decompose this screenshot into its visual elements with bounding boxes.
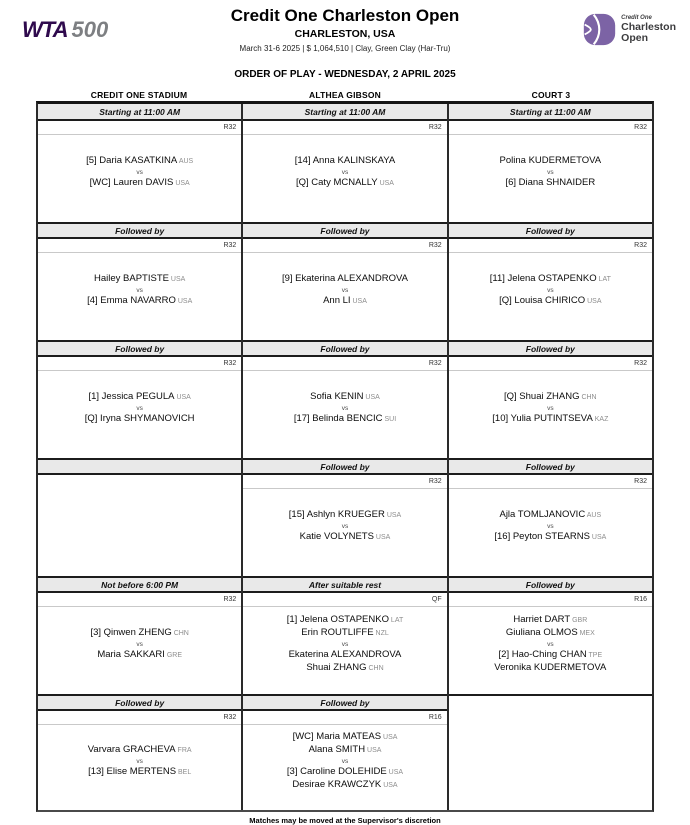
match-box <box>38 475 241 576</box>
player-name <box>243 614 446 627</box>
match-box <box>38 711 241 810</box>
players-block <box>38 371 241 458</box>
player-name <box>243 531 446 544</box>
match-cell <box>449 576 652 694</box>
match-cell <box>243 222 448 340</box>
player-name-text: Desirae KRAWCZYK <box>292 779 382 791</box>
vs-label: vs <box>341 286 349 294</box>
vs-label: vs <box>341 757 349 765</box>
player-name-text: [1] Jelena OSTAPENKO <box>286 614 389 625</box>
players-block <box>243 135 446 222</box>
country-code: CHN <box>366 665 384 673</box>
players-block <box>449 253 652 340</box>
schedule-row-3 <box>38 340 652 458</box>
footer-note: Matches may be moved at the Supervisor's discretion <box>249 816 441 825</box>
match-cell <box>243 576 448 694</box>
player-name <box>243 509 446 522</box>
match-box <box>449 357 652 458</box>
round-label: R32 <box>449 239 652 253</box>
round-label: R32 <box>38 711 241 725</box>
country-code: USA <box>363 393 380 401</box>
session-band: Starting at 11:00 AM <box>449 104 652 121</box>
player-name <box>38 649 241 662</box>
players-block <box>38 253 241 340</box>
players-block <box>449 489 652 576</box>
player-name-text: Giuliana OLMOS <box>505 626 578 638</box>
player-name-text: [WC] Maria MATEAS <box>292 731 382 742</box>
player-name-text: [3] Caroline DOLEHIDE <box>286 766 387 778</box>
match-cell <box>38 222 243 340</box>
title-block <box>135 6 555 53</box>
player-name <box>449 155 652 168</box>
tournament-title: Credit One Charleston Open <box>230 6 460 25</box>
player-name-text: Ekaterina ALEXANDROVA <box>288 649 402 661</box>
country-code: USA <box>373 534 391 542</box>
country-code: SUI <box>382 416 397 424</box>
match-box <box>38 593 241 694</box>
empty-cell <box>449 694 652 810</box>
player-name <box>449 627 652 640</box>
player-name-text: Varvara GRACHEVA <box>87 743 176 755</box>
match-cell <box>38 694 243 810</box>
players-block <box>243 607 446 694</box>
session-band: Followed by <box>449 458 652 475</box>
player-name-text: [WC] Lauren DAVIS <box>89 177 174 189</box>
player-name <box>243 766 446 779</box>
round-label: R32 <box>243 357 446 371</box>
player-name-text: [Q] Louisa CHIRICO <box>499 295 586 307</box>
player-name-text: Harriet DART <box>513 614 571 625</box>
vs-label: vs <box>547 404 554 412</box>
match-box <box>243 593 446 694</box>
session-band: Starting at 11:00 AM <box>38 104 241 121</box>
player-name-text: [16] Peyton STEARNS <box>494 531 590 543</box>
match-box <box>243 121 446 222</box>
players-block <box>38 725 241 810</box>
round-label: R32 <box>449 121 652 135</box>
match-box <box>38 357 241 458</box>
vs-label: vs <box>136 286 143 294</box>
match-box <box>449 593 652 694</box>
player-name-text: Ajla TOMLJANOVIC <box>499 508 586 520</box>
players-block <box>38 135 241 222</box>
country-code: USA <box>384 511 402 519</box>
players-block <box>38 607 241 694</box>
schedule-row-4 <box>38 458 652 576</box>
player-name <box>243 744 446 757</box>
session-band: Starting at 11:00 AM <box>243 104 446 121</box>
player-name <box>38 766 241 779</box>
country-code: USA <box>585 298 602 306</box>
round-label: R32 <box>449 357 652 371</box>
round-label: QF <box>243 593 446 607</box>
player-name-text: Polina KUDERMETOVA <box>499 154 602 166</box>
match-box <box>38 121 241 222</box>
player-name <box>38 155 241 168</box>
charleston-open-logo <box>583 13 676 46</box>
court-headers <box>36 90 654 100</box>
player-name <box>243 662 446 675</box>
player-name-text: [9] Ekaterina ALEXANDROVA <box>281 272 408 284</box>
session-band: Followed by <box>38 694 241 711</box>
court-header-1: CREDIT ONE STADIUM <box>90 90 188 100</box>
player-name-text: [14] Anna KALINSKAYA <box>294 154 396 166</box>
player-name-text: [1] Jessica PEGULA <box>88 390 175 402</box>
wta-500-logo <box>22 17 108 43</box>
player-name <box>449 273 652 286</box>
country-code: CHN <box>579 393 597 401</box>
players-block <box>449 607 652 694</box>
court-header-2: ALTHEA GIBSON <box>308 90 381 100</box>
country-code: USA <box>350 298 367 306</box>
session-band: Followed by <box>449 222 652 239</box>
tournament-meta: March 31-6 2025 | $ 1,064,510 | Clay, Green Clay (Har-Tru) <box>239 44 451 53</box>
country-code: USA <box>381 782 398 790</box>
match-cell <box>243 104 448 222</box>
players-block <box>243 725 446 810</box>
player-name-text: Shuai ZHANG <box>306 662 367 674</box>
player-name <box>38 177 241 190</box>
vs-label: vs <box>136 404 143 412</box>
player-name-text: [2] Hao-Ching CHAN <box>498 649 587 661</box>
match-cell <box>243 694 448 810</box>
player-name-text: [Q] Shuai ZHANG <box>504 390 580 402</box>
tournament-location: CHARLESTON, USA <box>294 28 396 40</box>
country-code: USA <box>175 298 193 306</box>
player-name <box>449 295 652 308</box>
players-block <box>243 489 446 576</box>
players-block <box>449 371 652 458</box>
player-name <box>38 391 241 404</box>
player-name <box>243 731 446 744</box>
player-name-text: [4] Emma NAVARRO <box>87 295 176 307</box>
player-name <box>243 391 446 404</box>
event-logo-name-line1: Charleston <box>621 21 676 34</box>
match-box <box>243 711 446 810</box>
session-band <box>38 458 241 475</box>
session-band: Followed by <box>449 576 652 593</box>
wta-tier-text: 500 <box>71 17 109 42</box>
round-label: R16 <box>243 711 446 725</box>
schedule-row-5 <box>38 576 652 694</box>
player-name <box>449 614 652 627</box>
player-name-text: Sofia KENIN <box>310 390 364 402</box>
player-name-text: [Q] Caty MCNALLY <box>295 177 378 189</box>
player-name-text: Alana SMITH <box>308 743 366 755</box>
order-of-play-title: ORDER OF PLAY - WEDNESDAY, 2 APRIL 2025 <box>234 69 456 80</box>
round-label: R16 <box>449 593 652 607</box>
schedule-row-2 <box>38 222 652 340</box>
player-name <box>243 779 446 792</box>
match-box <box>449 694 652 810</box>
country-code: FRA <box>175 746 192 754</box>
country-code: TPE <box>586 652 603 660</box>
player-name-text: Hailey BAPTISTE <box>94 272 169 284</box>
player-name <box>38 295 241 308</box>
country-code: USA <box>168 275 186 283</box>
vs-label: vs <box>341 640 349 648</box>
match-cell <box>38 458 243 576</box>
session-band: Followed by <box>38 222 241 239</box>
country-code: KAZ <box>592 416 609 424</box>
country-code: USA <box>173 180 190 188</box>
player-name-text: Veronika KUDERMETOVA <box>494 662 607 674</box>
country-code: USA <box>377 180 394 188</box>
player-name <box>38 627 241 640</box>
match-cell <box>449 458 652 576</box>
vs-label: vs <box>547 522 554 530</box>
match-box <box>38 239 241 340</box>
player-name-text: [10] Yulia PUTINTSEVA <box>492 413 593 425</box>
page-header <box>0 0 690 75</box>
player-name-text: [17] Belinda BENCIC <box>293 413 383 425</box>
match-box <box>243 239 446 340</box>
schedule-table <box>36 101 654 812</box>
schedule-row-1 <box>38 104 652 222</box>
vs-label: vs <box>341 168 349 176</box>
player-name-text: [5] Daria KASATKINA <box>86 154 178 166</box>
player-name <box>449 413 652 426</box>
player-name-text: [11] Jelena OSTAPENKO <box>489 272 597 284</box>
country-code: USA <box>365 746 382 754</box>
country-code: CHN <box>171 629 189 637</box>
vs-label: vs <box>341 522 349 530</box>
session-band: Followed by <box>243 340 446 357</box>
event-logo-text <box>621 15 676 44</box>
player-name <box>243 273 446 286</box>
vs-label: vs <box>547 168 554 176</box>
player-name-text: [6] Diana SHNAIDER <box>505 177 596 189</box>
session-band: Followed by <box>243 458 446 475</box>
match-box <box>243 475 446 576</box>
match-box <box>243 357 446 458</box>
player-name <box>243 649 446 662</box>
country-code: BEL <box>176 769 192 777</box>
country-code: GBR <box>570 617 588 624</box>
country-code: LAT <box>596 275 611 283</box>
schedule-row-6 <box>38 694 652 810</box>
vs-label: vs <box>136 168 143 176</box>
country-code: USA <box>174 393 191 401</box>
match-cell <box>38 576 243 694</box>
player-name <box>243 627 446 640</box>
players-block <box>449 135 652 222</box>
session-band: After suitable rest <box>243 576 446 593</box>
players-block <box>243 253 446 340</box>
country-code: AUS <box>177 157 194 165</box>
player-name <box>38 273 241 286</box>
vs-label: vs <box>136 640 143 648</box>
round-label: R32 <box>38 593 241 607</box>
vs-label: vs <box>547 640 554 648</box>
country-code: MEX <box>577 629 595 637</box>
player-name-text: [3] Qinwen ZHENG <box>90 626 172 638</box>
country-code: USA <box>589 534 607 542</box>
match-cell <box>449 222 652 340</box>
court-header-3: COURT 3 <box>531 90 571 100</box>
round-label: R32 <box>243 239 446 253</box>
player-name <box>449 531 652 544</box>
match-cell <box>243 458 448 576</box>
match-box <box>449 239 652 340</box>
player-name <box>243 155 446 168</box>
country-code: GRE <box>164 652 183 660</box>
player-name-text: Ann LI <box>323 295 351 307</box>
round-label: R32 <box>38 121 241 135</box>
player-name <box>449 662 652 675</box>
round-label: R32 <box>449 475 652 489</box>
player-name <box>243 177 446 190</box>
country-code: USA <box>381 734 398 741</box>
match-cell <box>449 104 652 222</box>
player-name-text: [15] Ashlyn KRUEGER <box>288 508 385 520</box>
player-name <box>449 509 652 522</box>
player-name <box>449 649 652 662</box>
player-name <box>38 744 241 757</box>
country-code: AUS <box>585 511 602 519</box>
session-band: Followed by <box>449 340 652 357</box>
player-name-text: Katie VOLYNETS <box>299 531 374 543</box>
player-name-text: [13] Elise MERTENS <box>88 766 177 778</box>
players-block <box>243 371 446 458</box>
player-name <box>243 295 446 308</box>
tennis-ball-icon <box>583 13 616 46</box>
player-name-text: Erin ROUTLIFFE <box>301 626 374 638</box>
player-name <box>38 413 241 426</box>
session-band: Followed by <box>38 340 241 357</box>
session-band: Not before 6:00 PM <box>38 576 241 593</box>
round-label: R32 <box>243 121 446 135</box>
country-code: LAT <box>388 617 404 624</box>
wta-logo-text: WTA <box>22 17 68 42</box>
player-name <box>449 391 652 404</box>
match-cell <box>449 340 652 458</box>
match-box <box>449 121 652 222</box>
match-cell <box>243 340 448 458</box>
vs-label: vs <box>136 757 143 765</box>
match-box <box>449 475 652 576</box>
player-name-text: [Q] Iryna SHYMANOVICH <box>84 413 195 425</box>
vs-label: vs <box>341 404 349 412</box>
event-logo-brand: Credit One <box>621 14 652 21</box>
player-name <box>243 413 446 426</box>
session-band: Followed by <box>243 694 446 711</box>
round-label: R32 <box>38 357 241 371</box>
player-name-text: Maria SAKKARI <box>97 649 165 661</box>
round-label: R32 <box>243 475 446 489</box>
country-code: NZL <box>373 629 389 637</box>
session-band: Followed by <box>243 222 446 239</box>
player-name <box>449 177 652 190</box>
match-cell <box>38 340 243 458</box>
event-logo-name-line2: Open <box>621 32 648 45</box>
round-label: R32 <box>38 239 241 253</box>
vs-label: vs <box>547 286 554 294</box>
country-code: USA <box>386 769 404 777</box>
match-cell <box>38 104 243 222</box>
